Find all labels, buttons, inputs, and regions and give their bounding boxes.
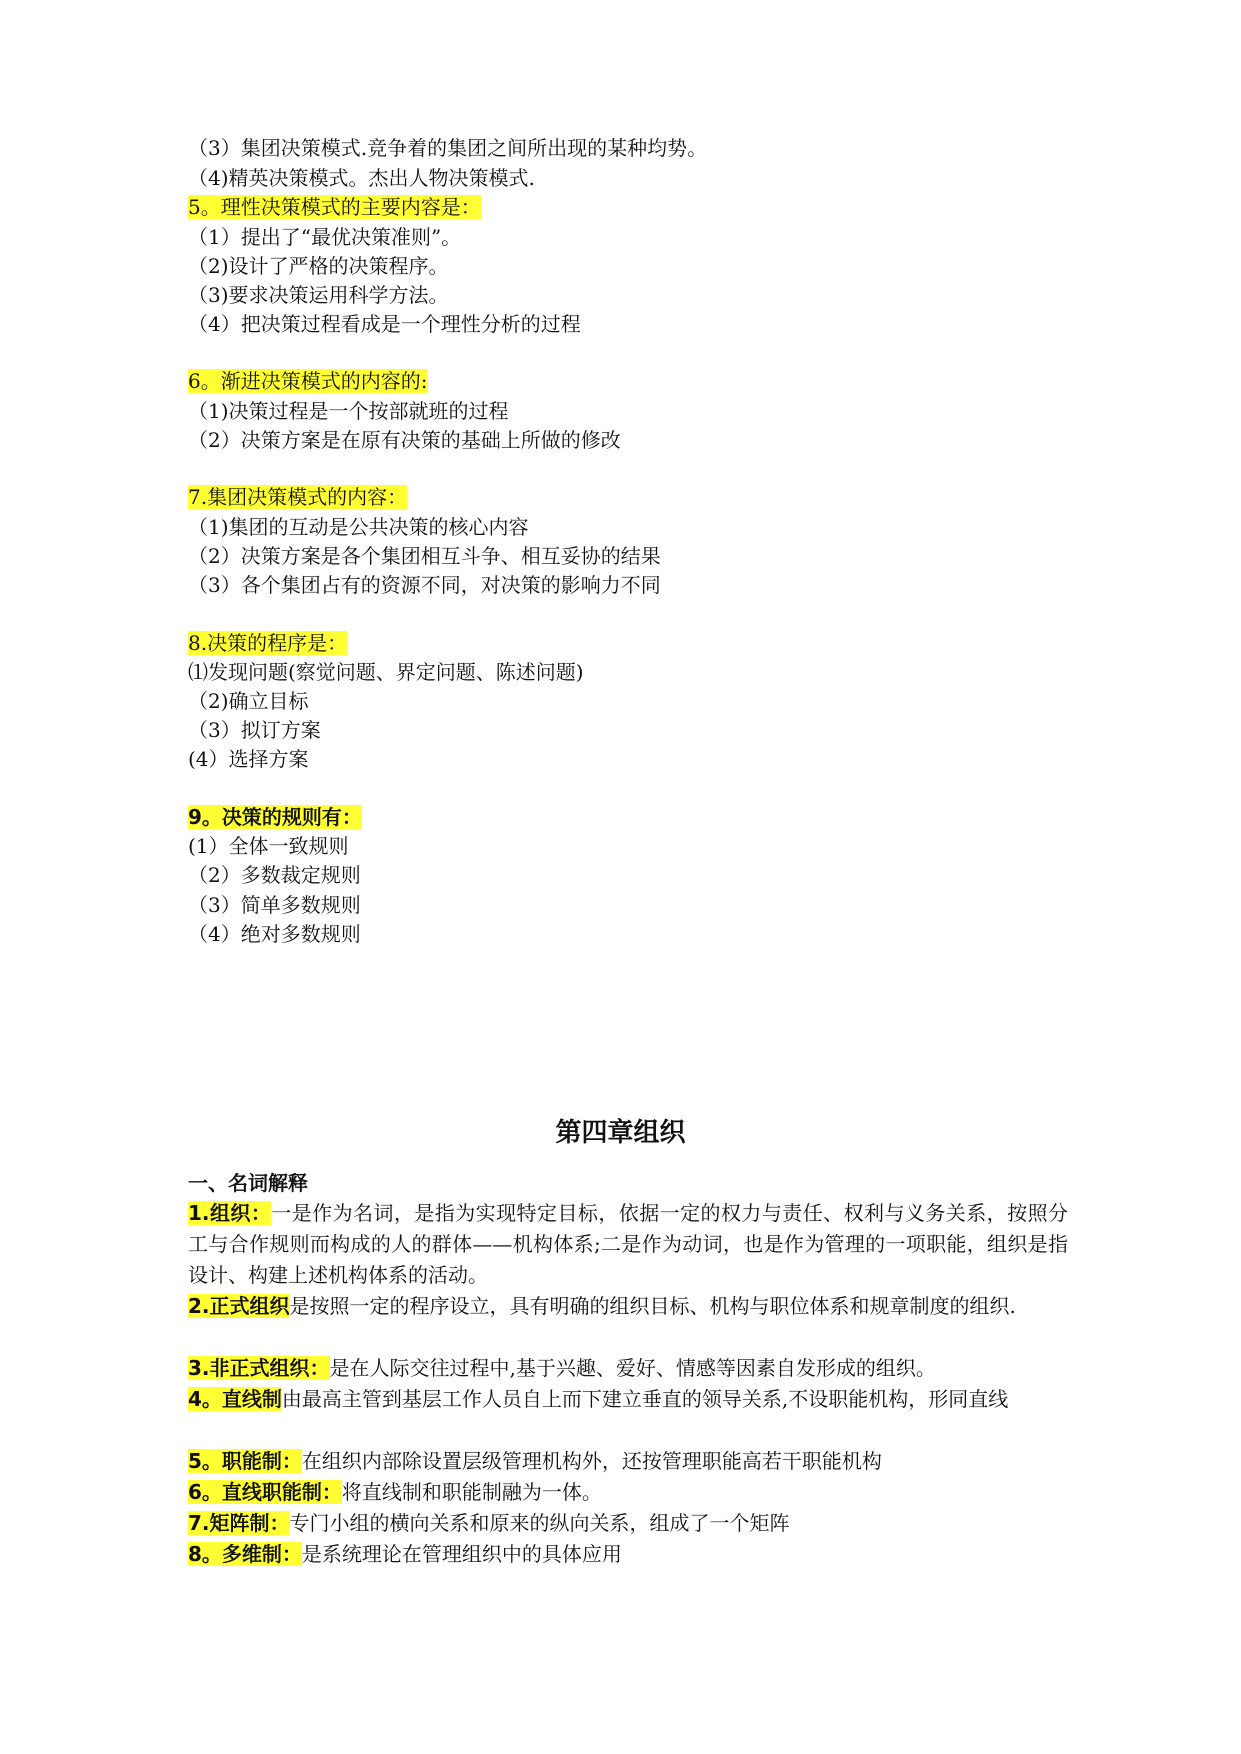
term-label: 1.组织： [188, 1201, 272, 1225]
list-item: （3）简单多数规则 [188, 893, 361, 917]
term-label: 7.矩阵制： [188, 1511, 290, 1535]
highlight-text: 6。渐进决策模式的内容的: [188, 369, 428, 393]
list-item: （2）决策方案是在原有决策的基础上所做的修改 [188, 428, 621, 452]
term-definition [188, 1384, 1068, 1415]
term-label: 2.正式组织 [188, 1294, 290, 1318]
term-definition [188, 1446, 1068, 1477]
term-text: 专门小组的横向关系和原来的纵向关系，组成了一个矩阵 [289, 1511, 790, 1535]
list-item: （1)集团的互动是公共决策的核心内容 [188, 515, 529, 539]
question-8-heading [188, 628, 347, 658]
highlight-text: 9。决策的规则有： [188, 805, 362, 829]
paragraph-line: （4)精英决策模式。杰出人物决策模式. [188, 166, 535, 190]
list-item: ⑴发现问题(察觉问题、界定问题、陈述问题) [188, 660, 584, 684]
term-definition [188, 1508, 1068, 1539]
term-text: 将直线制和职能制融为一体。 [341, 1480, 602, 1504]
highlight-text: 8.决策的程序是： [188, 631, 348, 655]
list-item: （1）提出了“最优决策准则”。 [188, 225, 462, 249]
highlight-text: 7.集团决策模式的内容： [188, 485, 408, 509]
term-definition [188, 1291, 1068, 1322]
term-definition [188, 1353, 1068, 1384]
term-text: 一是作为名词，是指为实现特定目标，依据一定的权力与责任、权利与义务关系，按照分工与合作规则而构成的人的群体——机构体系;二是作为动词，也是作为管理的一项职能，组织是指设计、构建上述机构体系的活动。 [188, 1201, 1069, 1287]
section-heading: 一、名词解释 [188, 1171, 308, 1195]
term-text: 是按照一定的程序设立，具有明确的组织目标、机构与职位体系和规章制度的组织. [289, 1294, 1016, 1318]
list-item: (1）全体一致规则 [188, 834, 349, 858]
term-label: 5。职能制： [188, 1449, 302, 1473]
term-label: 3.非正式组织： [188, 1356, 330, 1380]
term-text: 是在人际交往过程中,基于兴趣、爱好、情感等因素自发形成的组织。 [329, 1356, 936, 1380]
list-item: (4）选择方案 [188, 747, 309, 771]
list-item: （3)要求决策运用科学方法。 [188, 283, 449, 307]
term-text: 由最高主管到基层工作人员自上而下建立垂直的领导关系,不设职能机构，形同直线 [281, 1387, 1009, 1411]
question-6-heading [188, 366, 427, 396]
term-label: 8。多维制： [188, 1542, 302, 1566]
highlight-text: 5。理性决策模式的主要内容是： [188, 195, 481, 219]
term-label: 6。直线职能制： [188, 1480, 342, 1504]
list-item: （1)决策过程是一个按部就班的过程 [188, 399, 509, 423]
list-item: （3）各个集团占有的资源不同，对决策的影响力不同 [188, 573, 661, 597]
list-item: （4）绝对多数规则 [188, 922, 361, 946]
chapter-title: 第四章组织 [555, 1118, 686, 1148]
term-text: 是系统理论在管理组织中的具体应用 [301, 1542, 622, 1566]
list-item: （2)设计了严格的决策程序。 [188, 254, 449, 278]
list-item: （3）拟订方案 [188, 718, 321, 742]
term-label: 4。直线制 [188, 1387, 282, 1411]
question-9-heading [188, 802, 362, 832]
list-item: （2)确立目标 [188, 689, 309, 713]
term-definition [188, 1198, 1068, 1291]
term-text: 在组织内部除设置层级管理机构外，还按管理职能高若干职能机构 [301, 1449, 882, 1473]
list-item: （2）多数裁定规则 [188, 863, 361, 887]
question-5-heading [188, 192, 481, 222]
term-definition [188, 1539, 1068, 1570]
question-7-heading [188, 482, 407, 512]
list-item: （2）决策方案是各个集团相互斗争、相互妥协的结果 [188, 544, 661, 568]
paragraph-line: （3）集团决策模式.竞争着的集团之间所出现的某种均势。 [188, 136, 708, 160]
list-item: （4）把决策过程看成是一个理性分析的过程 [188, 312, 581, 336]
term-definition [188, 1477, 1068, 1508]
